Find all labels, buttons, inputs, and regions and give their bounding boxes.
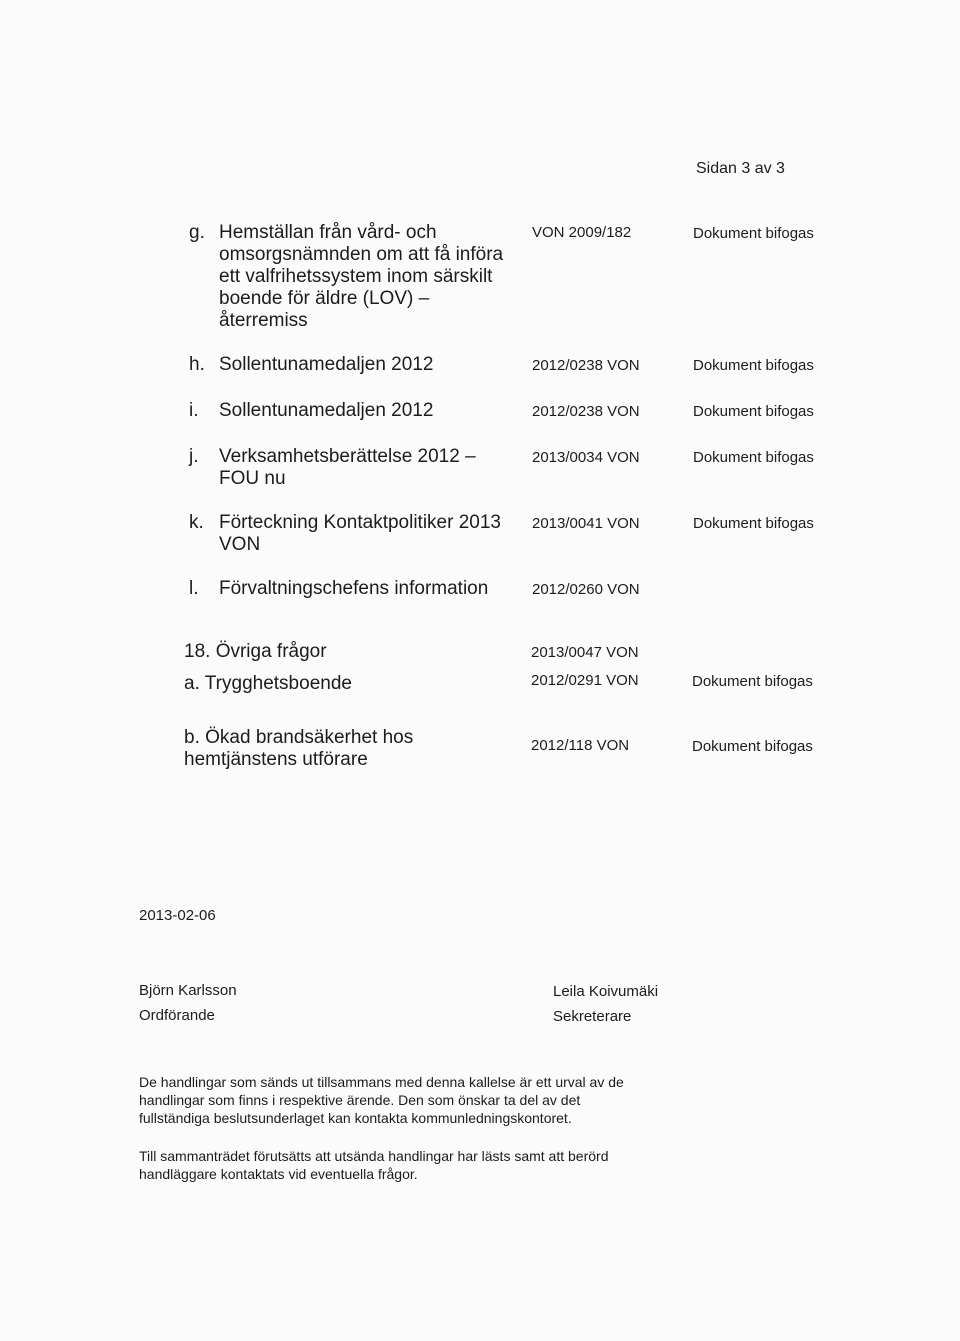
item-case-number: 2013/0034 VON [532,449,640,466]
signatory-role: Ordförande [139,1007,215,1024]
item-document-note: Dokument bifogas [693,357,814,374]
signatory-role: Sekreterare [553,1008,632,1025]
page-number: Sidan 3 av 3 [696,160,785,177]
item-title: Sollentunamedaljen 2012 [219,354,434,375]
item-letter: h. [189,354,205,375]
section-title: 18. Övriga frågor [184,641,327,662]
item-document-note: Dokument bifogas [692,673,813,690]
item-letter: j. [189,446,199,467]
document-date: 2013-02-06 [139,907,216,924]
item-case-number: 2013/0041 VON [532,515,640,532]
item-case-number: VON 2009/182 [532,224,632,241]
item-case-number: 2012/0238 VON [532,403,640,420]
item-case-number: 2012/0260 VON [532,581,640,598]
item-letter: l. [189,578,199,599]
item-letter: i. [189,400,199,421]
item-title: a. Trygghetsboende [184,673,352,694]
item-case-number: 2012/118 VON [531,737,630,754]
item-letter: k. [189,512,204,533]
item-letter: g. [189,222,205,243]
item-title: Verksamhetsberättelse 2012 – FOU nu [219,446,476,489]
note-paragraph: Till sammanträdet förutsätts att utsända handlingar har lästs samt att berörd handläggare kontaktats vid eventuella frågor. [139,1148,609,1182]
item-title: Förteckning Kontaktpolitiker 2013 VON [219,512,501,555]
item-document-note: Dokument bifogas [693,403,814,420]
signatory-name: Leila Koivumäki [553,983,659,1000]
signatory-name: Björn Karlsson [139,982,237,999]
item-document-note: Dokument bifogas [693,449,814,466]
item-title: Förvaltningschefens information [219,578,489,599]
item-case-number: 2013/0047 VON [531,644,639,661]
item-case-number: 2012/0291 VON [531,672,639,689]
item-document-note: Dokument bifogas [692,738,813,755]
item-title: Hemställan från vård- och omsorgsnämnden om att få införa ett valfrihetssystem inom särskilt boende för äldre (LOV) – återremiss [219,222,504,331]
item-title: Sollentunamedaljen 2012 [219,400,434,421]
item-document-note: Dokument bifogas [693,225,814,242]
signature-secretary [553,979,658,1029]
item-document-note: Dokument bifogas [693,515,814,532]
item-title: b. Ökad brandsäkerhet hos hemtjänstens utförare [184,727,414,770]
signature-chair [139,978,237,1028]
note-paragraph: De handlingar som sänds ut tillsammans med denna kallelse är ett urval av de handlingar som finns i respektive ärende. Den som önskar ta del av det fullständiga beslutsunderlaget kan kontakta kommunledningskontoret. [139,1074,624,1126]
item-case-number: 2012/0238 VON [532,357,640,374]
